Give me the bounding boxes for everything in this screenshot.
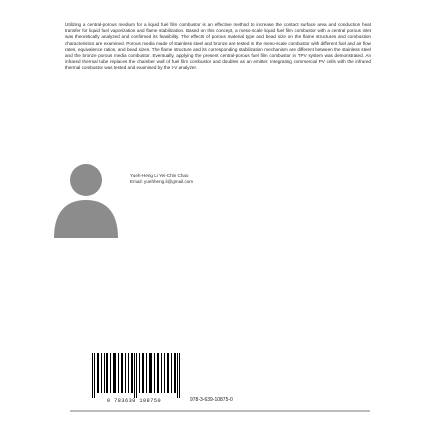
user-silhouette-icon: [48, 158, 124, 238]
author-block: [48, 158, 248, 238]
barcode-digits: 9 783639 108750: [106, 398, 162, 404]
barcode: [84, 353, 184, 408]
author-info: [130, 173, 250, 185]
isbn-label: 978-3-639-10875-0: [190, 397, 233, 403]
author-name: Yueh-Heng Li Yei-Chin Chao: [130, 173, 189, 178]
barcode-bars: [92, 353, 180, 398]
author-email: Email: yuehheng.li@gmail.com: [130, 179, 194, 184]
abstract-text: Utilizing a central-porous medium for a liquid fuel film combustor is an effective method to increase the contact surface area and conduction heat transfer for liquid fuel vaporization and flame stabilization. Based on this concept, a meso-scale liquid fuel film combustor with a central porous inlet was theoretically analyzed and confirmed its feasibility. The effects of porous material type and bead size on the flame structures and combustion characteristics are examined. Porous media made of stainless steel and bronze are tested in the meso-scale combustor with different fuel and air flow rates, equivalence ratios, and bead sizes. The flame structure and its corresponding stabilization mechanism are different between the stainless steel and the bronze porous media combustor. Eventually, applying the present central-porous fuel film combustor in TPV system was demonstrated. An infrared thermal tube replaces the chamber wall of fuel film combustor and doubles as an emitter. Integrating commercial PV cells with the infrared thermal combustor was tested and examined by the I-V analyzer.: [65, 22, 371, 71]
bottom-divider: [70, 410, 370, 412]
